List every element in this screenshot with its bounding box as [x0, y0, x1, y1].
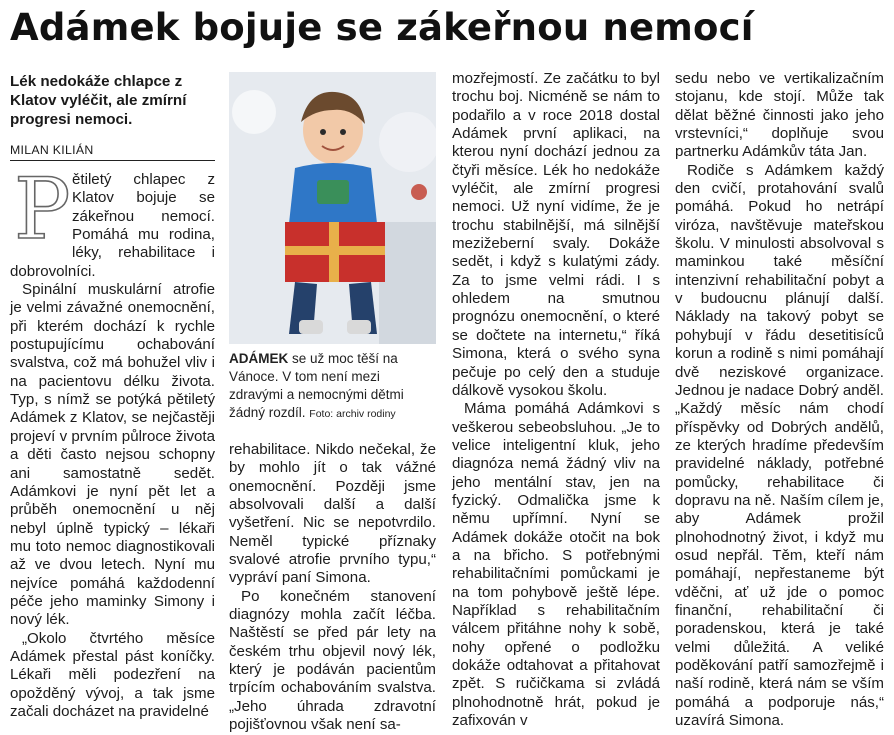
- paragraph: Rodiče s Adámkem každý den cvičí, protahování svalů pomáhá. Pokud ho netrápí viróza, navštěvuje mateřskou školu. V minulosti absolvoval s maminkou také měsíční intenzivní rehabilitační pobyt a v budoucnu plánují další. Náklady na takový pobyt se pohybují v řádu desetitisíců korun a rodině s nimi pomáhají dvě neziskové organizace. Jednou je nadace Dobrý anděl. „Každý měsíc nám chodí příspěvky od Dobrých andělů, ze kterých hradíme především pravidelné náklady, potřebné pomůcky, rehabilitace či dopravu na ně. Naším cílem je, aby Adámek prožil plnohodnotný život, i když mu osud nepřál. Těm, kteří nám pomáhají, nepřestaneme být vděčni, ať už jde o pomoc finanční, rehabilitační či poradenskou, která je také velmi důležitá. A veliké poděkování patří samozřejmě i naší rodině, která nám se vším pomáhá a podporuje nás,“ uzavírá Simona.: [675, 161, 884, 730]
- byline: MILAN KILIÁN: [10, 143, 215, 161]
- paragraph: sedu nebo ve vertikalizačním stojanu, kde stojí. Může tak dělat běžné činnosti jako jeho vrstevníci,“ doplňuje svou partnerku Adámkův táta Jan.: [675, 70, 884, 161]
- lead-paragraph: Lék nedokáže chlapce z Klatov vyléčit, ale zmírní progresi nemoci.: [10, 73, 187, 128]
- drop-cap: P: [14, 160, 71, 258]
- child-with-gift-illustration: [229, 72, 436, 344]
- paragraph: Po konečném stanovení diagnózy mohla začít léčba. Naštěstí se před pár lety na českém trhu objevil nový lék, který je podáván pacientům trpícím ochabováním svalstva. „Jeho úhrada zdravotní pojišťovnou však není sa-: [229, 587, 436, 734]
- paragraph: Spinální muskulární atrofie je velmi závažné onemocnění, při kterém dochází k rychle postupujícímu ochabování svalstva, což má bohužel vliv i na pacientovu délku života. Typ, s nímž se potýká pětiletý Adámek z Klatov, se nejčastěji projeví v prvním půlroce života a děti často nejsou schopny ani samostatně sedět. Adámkovi je nyní pět let a průběh onemocnění u něj nebyl úplně typický – lékaři mu toto nemoc diagnostikovali až ve dvou letech. Nyní mu nejvíce pomáhá každodenní péče jeho maminky Simony i nový lék.: [10, 281, 215, 629]
- paragraph: Máma pomáhá Adámkovi s veškerou sebeobsluhou. „Je to velice inteligentní kluk, jeho diagnóza nemá žádný vliv na jeho mentální stav, jen na fyzický. Odmalička jsme k němu upřímní. Nyní se Adámek dokáže otočit na bok a na břicho. S potřebnými rehabilitačními pomůckami je na tom pohybově ještě lépe. Například s rehabilitačním válcem přitáhne nohy k sobě, nohy opřené o podložku dokáže odtahovat a přitahovat zpět. S ručičkama si zvládá plnohodnotně hrát, pokud je zafixován v: [452, 400, 660, 730]
- paragraph: mozřejmostí. Ze začátku to byl trochu boj. Nicméně se nám to podařilo a v roce 2018 dostal Adámek první aplikaci, na kterou nyní dochází jednou za čtyři měsíce. Lék ho nedokáže vyléčit, ale zmírní progresi nemoci. Už nyní vidíme, že je trochu stabilnější, má silnější mezižeberní svaly. Dokáže sedět, i když s kulatými zády. Za to jsme velmi rádi. I s ohledem na smutnou prognózu onemocnění, o které se dočtete na internetu,“ říká Simona, která o svého syna pečuje po celý den a studuje dálkově vysokou školu.: [452, 70, 660, 399]
- column-3: [452, 70, 660, 730]
- child-photo: [229, 72, 436, 344]
- column-4: [675, 70, 884, 730]
- paragraph: „Okolo čtvrtého měsíce Adámek přestal pást koníčky. Lékaři měli podezření na opožděný vývoj, a tak jsme začali docházet na pravidelné: [10, 629, 215, 720]
- caption-lead: ADÁMEK: [229, 351, 289, 366]
- column-2: [229, 441, 436, 735]
- column-1: [10, 160, 215, 721]
- paragraph: rehabilitace. Nikdo nečekal, že by mohlo jít o tak vážné onemocnění. Později jsme absolvovali další a další vyšetření. Nic se nepotvrdilo. Neměl typické příznaky svalové atrofie prvního typu,“ vypráví paní Simona.: [229, 441, 436, 587]
- photo-caption: [229, 350, 436, 423]
- photo-credit: Foto: archiv rodiny: [309, 408, 396, 420]
- caption-text: se už moc těší na Vánoce. V tom není mezi zdravými a nemocnými dětmi žádný rozdíl.: [229, 351, 404, 420]
- headline: Adámek bojuje se zákeřnou nemocí: [10, 6, 754, 49]
- paragraph: ětiletý chlapec z Klatov bojuje se zákeřnou nemocí. Pomáhá mu rodina, léky, rehabilitace i dobrovolníci.: [10, 171, 215, 280]
